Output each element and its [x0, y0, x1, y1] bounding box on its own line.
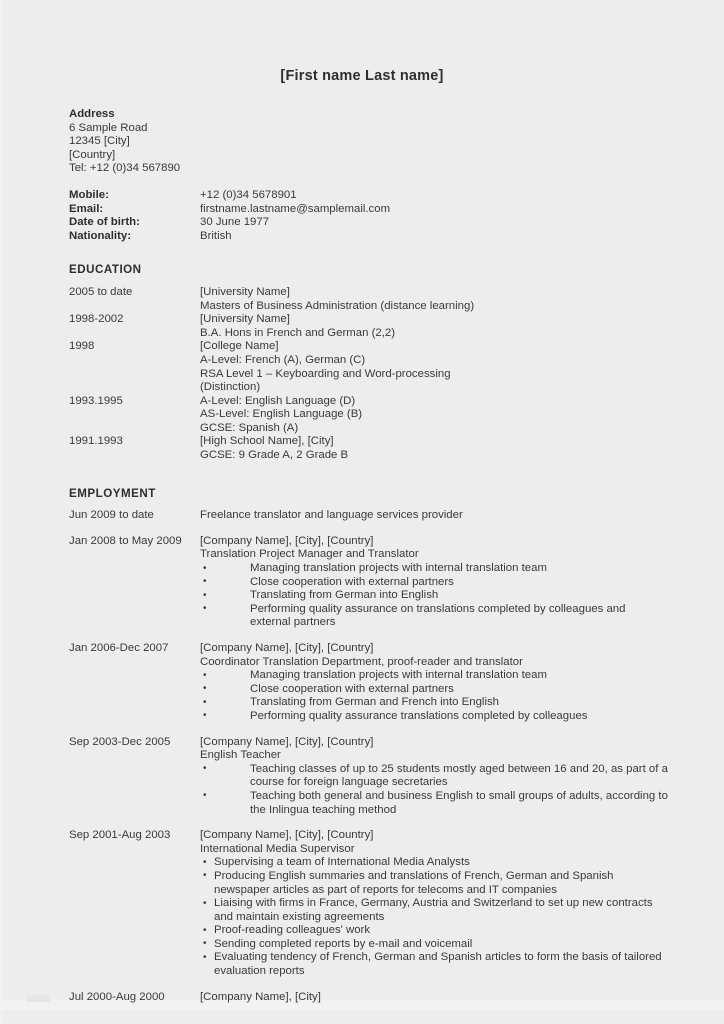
entry-line: [University Name]: [200, 285, 290, 298]
entry-line: RSA Level 1 – Keyboarding and Word-processing: [200, 367, 451, 380]
list-item: • Supervising a team of International Media Analysts: [200, 856, 669, 870]
entry-line: A-Level: English Language (D): [200, 394, 356, 407]
contact-label: Date of birth:: [69, 216, 140, 229]
entry-line: English Teacher: [200, 749, 281, 762]
list-item: • Managing translation projects with internal translation team: [200, 562, 669, 576]
entry-line: [Company Name], [City], [Country]: [200, 642, 374, 654]
employment-entry: [69, 535, 669, 630]
entry-date: Jul 2000-Aug 2000: [69, 990, 165, 1003]
entry-date: Jan 2008 to May 2009: [69, 534, 182, 547]
entry-date: Jan 2006-Dec 2007: [69, 642, 169, 654]
employment-entry: [69, 991, 669, 1005]
entry-date: 2005 to date: [69, 285, 133, 298]
section-heading: EMPLOYMENT: [69, 486, 156, 500]
page-title: [First name Last name]: [280, 68, 444, 84]
entry-line: [Company Name], [City], [Country]: [200, 829, 374, 842]
entry-line: [High School Name], [City]: [200, 435, 334, 448]
contact-row: [69, 230, 390, 244]
entry-line: GCSE: 9 Grade A, 2 Grade B: [200, 449, 349, 462]
entry-content: [200, 509, 669, 523]
entry-line: A-Level: French (A), German (C): [200, 353, 366, 366]
entry-line: International Media Supervisor: [200, 842, 355, 855]
entry-content: [200, 340, 669, 394]
entry-content: [200, 642, 669, 724]
list-item: • Managing translation projects with internal translation team: [200, 669, 669, 683]
list-item: • Proof-reading colleagues' work: [200, 924, 669, 938]
list-item: • Close cooperation with external partners: [200, 576, 669, 590]
contact-label: Email:: [69, 202, 104, 215]
education-entry: [69, 435, 669, 462]
entry-content: [200, 395, 669, 436]
education-entry: [69, 340, 669, 394]
list-item: • Performing quality assurance on translations completed by colleagues and external partners: [200, 603, 669, 630]
document-body: [0, 84, 724, 1004]
entry-date: 1993.1995: [69, 394, 123, 407]
entry-line: Masters of Business Administration (distance learning): [200, 299, 475, 312]
address-line: 12345 [City]: [69, 135, 130, 148]
address-line: Tel: +12 (0)34 567890: [69, 162, 181, 175]
list-item: • Translating from German into English: [200, 589, 669, 603]
contact-value: British: [200, 229, 232, 242]
contact-row: [69, 216, 390, 230]
address-block: [69, 108, 669, 176]
entry-line: Freelance translator and language services provider: [200, 509, 463, 522]
address-line: [Country]: [69, 148, 116, 161]
education-entry: [69, 286, 669, 313]
contact-row: [69, 189, 390, 203]
responsibility-list: [200, 763, 669, 817]
list-item: • Teaching both general and business English to small groups of adults, according to the Inlingua teaching method: [200, 790, 669, 817]
contact-label: Nationality:: [69, 229, 132, 242]
education-entry: [69, 313, 669, 340]
responsibility-list: [200, 856, 669, 978]
contact-value: 30 June 1977: [200, 216, 270, 229]
entry-date: Sep 2003-Dec 2005: [69, 735, 171, 748]
list-item: • Evaluating tendency of French, German and Spanish articles to form the basis of tailored evaluation reports: [200, 951, 669, 978]
contact-details-table: [69, 189, 390, 243]
list-item: • Close cooperation with external partners: [200, 683, 669, 697]
contact-value: +12 (0)34 5678901: [200, 188, 297, 201]
education-entry: [69, 395, 669, 436]
entry-line: Translation Project Manager and Translator: [200, 548, 419, 561]
entry-content: [200, 535, 669, 630]
employment-entry: [69, 829, 669, 979]
entry-line: B.A. Hons in French and German (2,2): [200, 326, 395, 339]
contact-value: firstname.lastname@samplemail.com: [200, 202, 391, 215]
entry-date: Sep 2001-Aug 2003: [69, 829, 171, 842]
address-line: 6 Sample Road: [69, 121, 148, 134]
address-lines: [69, 122, 669, 176]
entry-line: [University Name]: [200, 313, 290, 326]
entry-line: [Company Name], [City], [Country]: [200, 534, 374, 547]
responsibility-list: [200, 669, 669, 723]
address-label: Address: [69, 108, 115, 120]
entry-date: 1998-2002: [69, 313, 124, 326]
entry-line: (Distinction): [200, 381, 261, 394]
list-item: • Producing English summaries and translations of French, German and Spanish newspaper articles as part of reports for telecoms and IT companies: [200, 870, 669, 897]
contact-row: [69, 203, 390, 217]
entry-line: AS-Level: English Language (B): [200, 408, 363, 421]
entry-content: [200, 435, 669, 462]
employment-entry: [69, 509, 669, 523]
entry-line: [Company Name], [City], [Country]: [200, 735, 374, 748]
entry-content: [200, 286, 669, 313]
list-item: • Teaching classes of up to 25 students mostly aged between 16 and 20, as part of a course for foreign language secretaries: [200, 763, 669, 790]
list-item: • Liaising with firms in France, Germany, Austria and Switzerland to set up new contracts and maintain existing agreements: [200, 897, 669, 924]
entry-content: [200, 991, 669, 1005]
list-item: • Translating from German and French into English: [200, 696, 669, 710]
entry-content: [200, 313, 669, 340]
entry-date: 1998: [69, 340, 95, 353]
entry-line: [Company Name], [City]: [200, 990, 321, 1003]
entry-line: GCSE: Spanish (A): [200, 421, 299, 434]
entry-line: [College Name]: [200, 340, 279, 353]
section-heading: EDUCATION: [69, 263, 142, 277]
entry-content: [200, 736, 669, 818]
list-item: • Performing quality assurance translations completed by colleagues: [200, 710, 669, 724]
employment-entry: [69, 736, 669, 818]
list-item: • Sending completed reports by e-mail and voicemail: [200, 938, 669, 952]
employment-entry: [69, 642, 669, 724]
cv-sections: [69, 263, 669, 1004]
responsibility-list: [200, 562, 669, 630]
entry-content: [200, 829, 669, 979]
entry-line: Coordinator Translation Department, proof-reader and translator: [200, 655, 523, 668]
contact-label: Mobile:: [69, 188, 109, 201]
entry-date: Jun 2009 to date: [69, 509, 154, 522]
entry-date: 1991.1993: [69, 435, 123, 448]
